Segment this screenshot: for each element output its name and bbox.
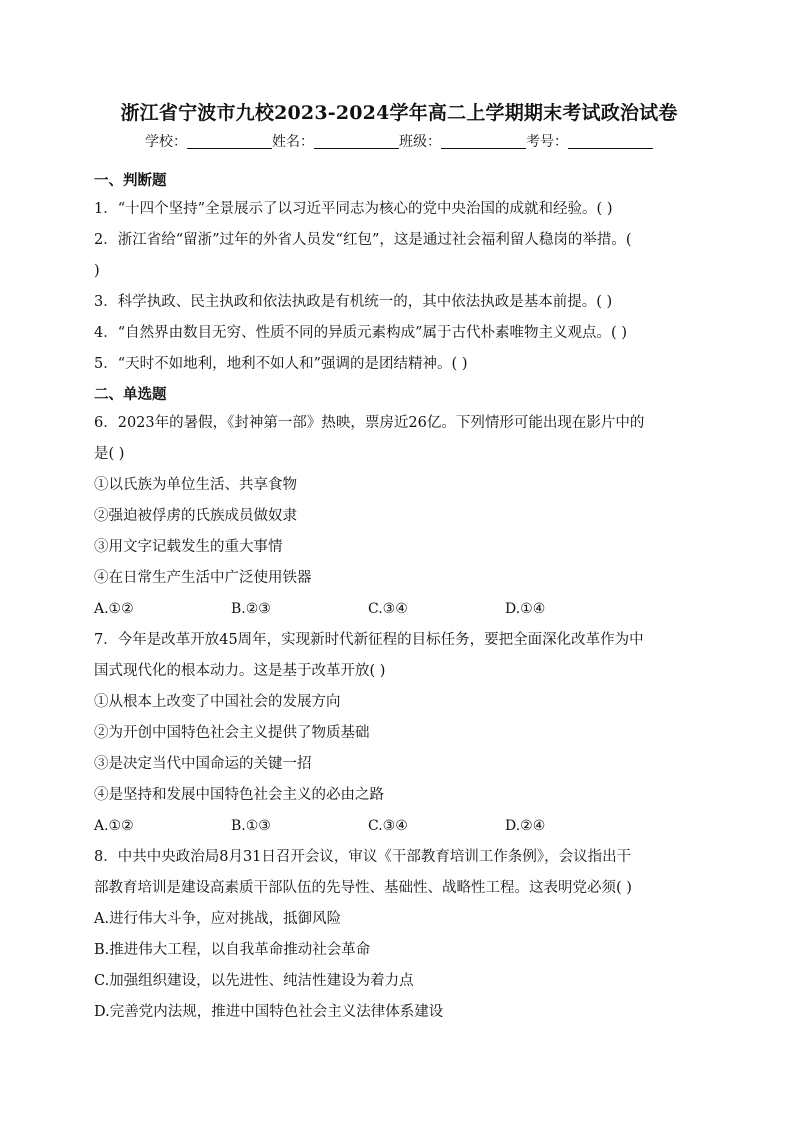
q6-option-c[interactable]: C.③④: [368, 601, 408, 617]
name-blank[interactable]: [314, 134, 399, 149]
school-blank[interactable]: [187, 134, 272, 149]
q8-stem-line-2: 部教育培训是建设高素质干部队伍的先导性、基础性、战略性工程。这表明党必须( ): [94, 880, 632, 896]
q8-option-c[interactable]: C.加强组织建设，以先进性、纯洁性建设为着力点: [94, 973, 414, 989]
q7-option-b[interactable]: B.①③: [231, 818, 271, 834]
judge-item-2: 2．浙江省给“留浙”过年的外省人员发“红包”，这是通过社会福利留人稳岗的举措。(: [94, 232, 632, 248]
exam-number-field: [526, 130, 653, 154]
class-field: [399, 130, 526, 154]
q7-statement-4: ④是坚持和发展中国特色社会主义的必由之路: [94, 787, 384, 803]
q6-statement-1: ①以氏族为单位生活、共享食物: [94, 477, 297, 493]
q7-statement-1: ①从根本上改变了中国社会的发展方向: [94, 694, 341, 710]
q8-option-d[interactable]: D.完善党内法规，推进中国特色社会主义法律体系建设: [94, 1004, 444, 1020]
school-label: 学校：: [145, 134, 187, 150]
class-label: 班级：: [399, 134, 441, 150]
q7-stem-line-2: 国式现代化的根本动力。这是基于改革开放( ): [94, 663, 386, 679]
q6-option-d[interactable]: D.①④: [505, 601, 546, 617]
q7-option-a[interactable]: A.①②: [94, 818, 134, 834]
exam-page: [94, 98, 704, 1028]
q6-statement-3: ③用文字记载发生的重大事情: [94, 539, 283, 555]
q6-stem-line-2: 是( ): [94, 446, 125, 462]
q6-option-b[interactable]: B.②③: [231, 601, 271, 617]
judge-item-5: 5．“天时不如地利，地利不如人和”强调的是团结精神。( ): [94, 356, 468, 372]
q8-stem-line-1: 8．中共中央政治局8月31日召开会议，审议《干部教育培训工作条例》，会议指出干: [94, 849, 632, 865]
q6-statement-2: ②强迫被俘虏的氏族成员做奴隶: [94, 508, 297, 524]
q7-statement-2: ②为开创中国特色社会主义提供了物质基础: [94, 725, 370, 741]
section-single-heading: 二、单选题: [94, 386, 167, 403]
q8-option-b[interactable]: B.推进伟大工程，以自我革命推动社会革命: [94, 942, 371, 958]
section-judge-heading: 一、判断题: [94, 172, 167, 189]
judge-item-4: 4．“自然界由数目无穷、性质不同的异质元素构成”属于古代朴素唯物主义观点。( ): [94, 325, 627, 341]
judge-item-3: 3．科学执政、民主执政和依法执政是有机统一的，其中依法执政是基本前提。( ): [94, 294, 613, 310]
q6-statement-4: ④在日常生产生活中广泛使用铁器: [94, 570, 312, 586]
student-info-row: [94, 130, 704, 154]
judge-item-2-continued: ): [94, 263, 100, 279]
q6-stem-line-1: 6．2023年的暑假，《封神第一部》热映，票房近26亿。下列情形可能出现在影片中的: [94, 415, 645, 431]
q8-option-a[interactable]: A.进行伟大斗争，应对挑战，抵御风险: [94, 911, 342, 927]
judge-item-1: 1．“十四个坚持”全景展示了以习近平同志为核心的党中央治国的成就和经验。( ): [94, 201, 613, 217]
q7-options: [94, 811, 704, 842]
q7-option-d[interactable]: D.②④: [505, 818, 546, 834]
exam-number-label: 考号：: [526, 134, 568, 150]
class-blank[interactable]: [441, 134, 526, 149]
q7-statement-3: ③是决定当代中国命运的关键一招: [94, 756, 312, 772]
q6-option-a[interactable]: A.①②: [94, 601, 134, 617]
exam-title: 浙江省宁波市九校2023-2024学年高二上学期期末考试政治试卷: [120, 102, 678, 124]
q7-stem-line-1: 7．今年是改革开放45周年，实现新时代新征程的目标任务，要把全面深化改革作为中: [94, 632, 644, 648]
name-label: 姓名：: [272, 134, 314, 150]
q6-options: [94, 594, 704, 625]
school-field: [145, 130, 272, 154]
exam-number-blank[interactable]: [568, 134, 653, 149]
q7-option-c[interactable]: C.③④: [368, 818, 408, 834]
name-field: [272, 130, 399, 154]
